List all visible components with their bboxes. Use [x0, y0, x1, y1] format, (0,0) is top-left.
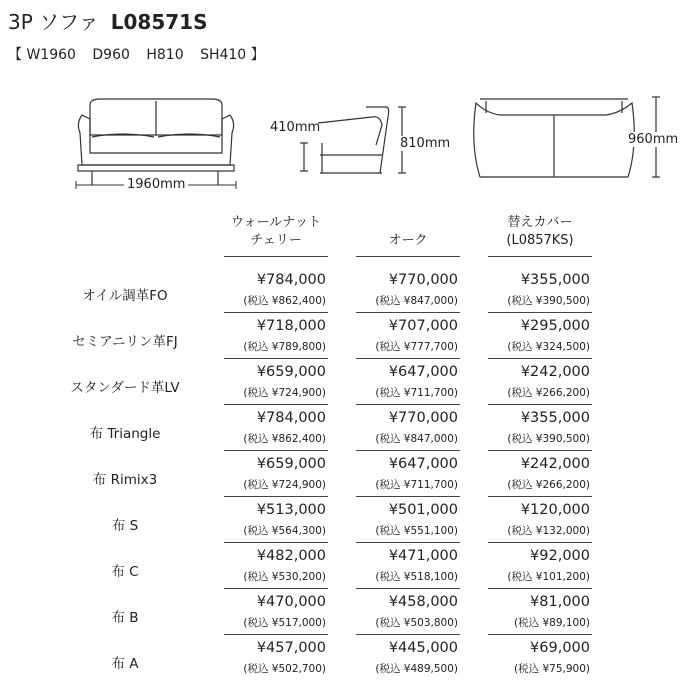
price: ¥707,000	[388, 318, 458, 334]
column-header-walnut-cherry	[224, 214, 328, 250]
price-with-tax: (税込 ¥503,800)	[375, 617, 458, 629]
table-row	[0, 318, 700, 364]
price-with-tax: (税込 ¥862,400)	[243, 433, 326, 445]
table-row	[0, 594, 700, 640]
price-with-tax: (税込 ¥789,800)	[243, 341, 326, 353]
cell-rule	[488, 312, 592, 313]
price: ¥471,000	[388, 548, 458, 564]
price-with-tax: (税込 ¥530,200)	[243, 571, 326, 583]
table-row	[0, 272, 700, 318]
price: ¥647,000	[388, 364, 458, 380]
price-with-tax: (税込 ¥517,000)	[243, 617, 326, 629]
cell-rule	[356, 450, 460, 451]
price-with-tax: (税込 ¥551,100)	[375, 525, 458, 537]
column-header-line2: チェリー	[250, 233, 302, 248]
column-header-line2: オーク	[388, 233, 428, 248]
price-with-tax: (税込 ¥518,100)	[375, 571, 458, 583]
side-seat-height-label: 410mm	[270, 120, 321, 135]
column-header-line1	[356, 214, 460, 232]
price-with-tax: (税込 ¥502,700)	[243, 663, 326, 675]
material-label: オイル調革FO	[82, 288, 168, 304]
price: ¥295,000	[520, 318, 590, 334]
price-with-tax: (税込 ¥266,200)	[507, 387, 590, 399]
page-title	[8, 6, 207, 35]
price: ¥501,000	[388, 502, 458, 518]
price: ¥458,000	[388, 594, 458, 610]
cell-rule	[224, 588, 328, 589]
price-with-tax: (税込 ¥711,700)	[375, 479, 458, 491]
cell-rule	[356, 588, 460, 589]
column-header-oak	[356, 214, 460, 250]
price: ¥718,000	[256, 318, 326, 334]
cell-rule	[224, 312, 328, 313]
dim-height: H810	[146, 47, 184, 63]
price: ¥69,000	[530, 640, 590, 656]
price: ¥659,000	[256, 456, 326, 472]
price: ¥659,000	[256, 364, 326, 380]
price-with-tax: (税込 ¥847,000)	[375, 433, 458, 445]
cell-rule	[356, 404, 460, 405]
price: ¥242,000	[520, 456, 590, 472]
price-with-tax: (税込 ¥266,200)	[507, 479, 590, 491]
price: ¥81,000	[530, 594, 590, 610]
cell-rule	[224, 358, 328, 359]
cell-rule	[356, 358, 460, 359]
price: ¥445,000	[388, 640, 458, 656]
cell-rule	[488, 404, 592, 405]
price: ¥92,000	[530, 548, 590, 564]
price-with-tax: (税込 ¥564,300)	[243, 525, 326, 537]
column-header-line2: (L0857KS)	[506, 233, 574, 248]
table-row	[0, 548, 700, 594]
price: ¥784,000	[256, 410, 326, 426]
price-with-tax: (税込 ¥132,000)	[507, 525, 590, 537]
model-number: L08571S	[110, 10, 208, 34]
table-row	[0, 410, 700, 456]
price-with-tax: (税込 ¥724,900)	[243, 387, 326, 399]
price-with-tax: (税込 ¥777,700)	[375, 341, 458, 353]
column-header-line1: 替えカバー	[507, 215, 573, 230]
table-row	[0, 640, 700, 686]
price: ¥770,000	[388, 410, 458, 426]
top-depth-label: 960mm	[628, 132, 679, 147]
price: ¥482,000	[256, 548, 326, 564]
material-label: 布 B	[111, 610, 139, 626]
price-with-tax: (税込 ¥390,500)	[507, 433, 590, 445]
sofa-front-view-drawing	[76, 99, 236, 189]
material-label: 布 S	[111, 518, 139, 534]
material-label: 布 C	[111, 564, 139, 580]
dims-bracket-open: 【	[8, 47, 22, 63]
cell-rule	[224, 496, 328, 497]
dim-seat-height: SH410	[200, 47, 247, 63]
price: ¥784,000	[256, 272, 326, 288]
front-width-label: 1960mm	[124, 177, 188, 192]
price-with-tax: (税込 ¥101,200)	[507, 571, 590, 583]
cell-rule	[356, 496, 460, 497]
price-with-tax: (税込 ¥489,500)	[375, 663, 458, 675]
price-with-tax: (税込 ¥75,900)	[514, 663, 590, 675]
material-label: 布 A	[111, 656, 139, 672]
cell-rule	[488, 358, 592, 359]
column-header-rule	[488, 256, 592, 257]
cell-rule	[488, 450, 592, 451]
price: ¥355,000	[520, 410, 590, 426]
cell-rule	[488, 588, 592, 589]
price: ¥457,000	[256, 640, 326, 656]
column-header-line1: ウォールナット	[231, 215, 321, 230]
price-with-tax: (税込 ¥724,900)	[243, 479, 326, 491]
price: ¥647,000	[388, 456, 458, 472]
cell-rule	[224, 542, 328, 543]
cell-rule	[356, 634, 460, 635]
price-with-tax: (税込 ¥862,400)	[243, 295, 326, 307]
table-row	[0, 502, 700, 548]
product-type: 3P ソファ	[8, 10, 99, 34]
column-header-cover	[488, 214, 592, 250]
price-with-tax: (税込 ¥89,100)	[514, 617, 590, 629]
material-label: 布 Rimix3	[92, 472, 158, 488]
column-header-rule	[356, 256, 460, 257]
sofa-line-drawings	[0, 85, 700, 200]
cell-rule	[488, 634, 592, 635]
price: ¥770,000	[388, 272, 458, 288]
price: ¥355,000	[520, 272, 590, 288]
dimensions-line	[8, 44, 265, 64]
dim-width: W1960	[26, 47, 76, 63]
price-with-tax: (税込 ¥711,700)	[375, 387, 458, 399]
material-label: スタンダード革LV	[70, 380, 180, 396]
table-row	[0, 364, 700, 410]
sofa-side-view-drawing	[300, 107, 406, 173]
column-header-rule	[224, 256, 328, 257]
material-label: 布 Triangle	[89, 426, 161, 442]
side-height-label: 810mm	[400, 136, 451, 151]
price-with-tax: (税込 ¥390,500)	[507, 295, 590, 307]
cell-rule	[224, 450, 328, 451]
price-with-tax: (税込 ¥847,000)	[375, 295, 458, 307]
cell-rule	[356, 542, 460, 543]
material-label: セミアニリン革FJ	[72, 334, 178, 350]
dim-depth: D960	[92, 47, 130, 63]
cell-rule	[356, 312, 460, 313]
price: ¥513,000	[256, 502, 326, 518]
cell-rule	[488, 542, 592, 543]
cell-rule	[224, 634, 328, 635]
price: ¥242,000	[520, 364, 590, 380]
price: ¥470,000	[256, 594, 326, 610]
dims-bracket-close: 】	[250, 47, 265, 63]
cell-rule	[224, 404, 328, 405]
product-drawings	[0, 85, 700, 200]
price: ¥120,000	[520, 502, 590, 518]
table-row	[0, 456, 700, 502]
cell-rule	[488, 496, 592, 497]
price-with-tax: (税込 ¥324,500)	[507, 341, 590, 353]
